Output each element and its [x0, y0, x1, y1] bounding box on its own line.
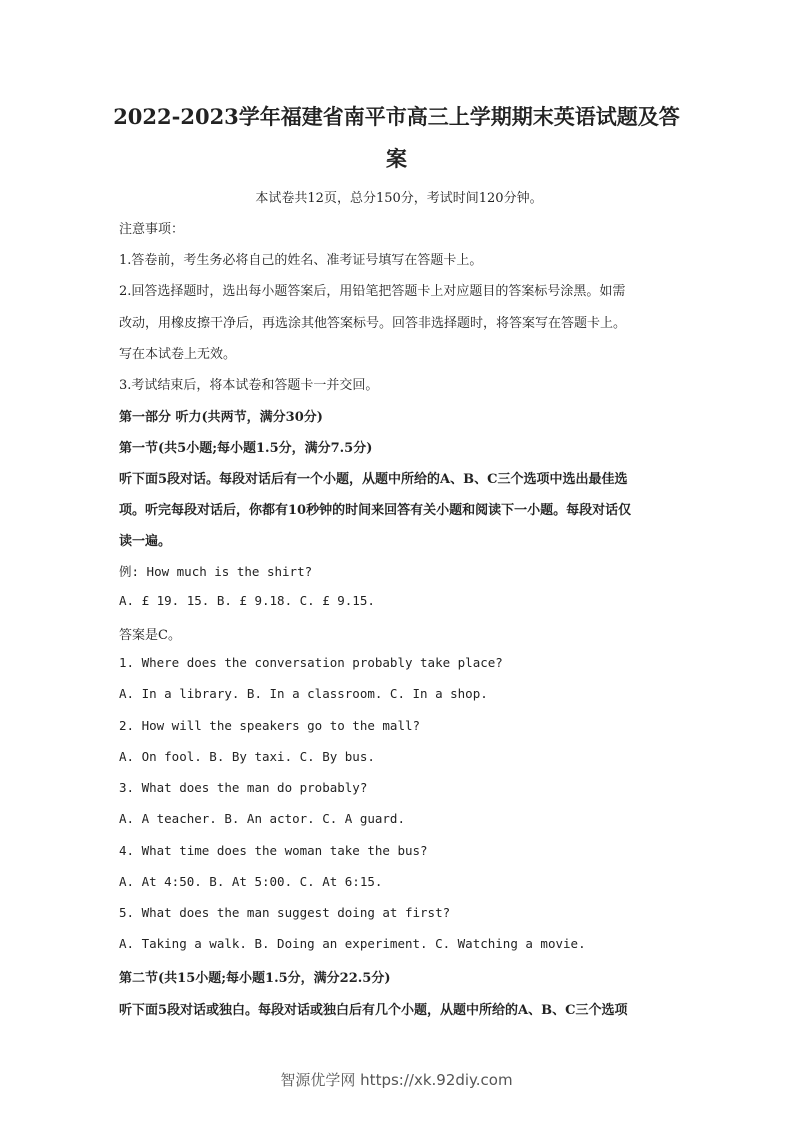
part1-heading: 第一部分 听力(共两节，满分30分)	[119, 410, 323, 425]
notice-item-2-line2: 改动，用橡皮擦干净后，再选涂其他答案标号。回答非选择题时，将答案写在答题卡上。	[119, 316, 627, 331]
notice-item-2-line1: 2.回答选择题时，选出每小题答案后，用铅笔把答题卡上对应题目的答案标号涂黑。如需	[119, 284, 626, 299]
question-4: 4. What time does the woman take the bus?	[119, 843, 428, 858]
section2-heading: 第二节(共15小题;每小题1.5分，满分22.5分)	[119, 971, 391, 986]
section2-instruction: 听下面5段对话或独白。每段对话或独白后有几个小题，从题中所给的A、B、C三个选项	[119, 1003, 628, 1018]
question-4-options: A. At 4:50. B. At 5:00. C. At 6:15.	[119, 874, 383, 889]
question-5-options: A. Taking a walk. B. Doing an experiment. C. Watching a movie.	[119, 936, 586, 951]
question-3: 3. What does the man do probably?	[119, 780, 368, 795]
example-answer: 答案是C。	[119, 628, 181, 643]
notice-item-3: 3.考试结束后，将本试卷和答题卡一并交回。	[119, 378, 379, 393]
question-2: 2. How will the speakers go to the mall?	[119, 718, 421, 733]
notice-item-2-line3: 写在本试卷上无效。	[119, 347, 237, 362]
notice-item-1: 1.答卷前，考生务必将自己的姓名、准考证号填写在答题卡上。	[119, 253, 483, 268]
section1-heading: 第一节(共5小题;每小题1.5分，满分7.5分)	[119, 441, 373, 456]
footer-watermark: 智源优学网 https://xk.92diy.com	[280, 1071, 513, 1089]
question-2-options: A. On fool. B. By taxi. C. By bus.	[119, 749, 375, 764]
document-title-line2: 案	[386, 146, 407, 171]
question-1-options: A. In a library. B. In a classroom. C. In a shop.	[119, 686, 488, 701]
question-1: 1. Where does the conversation probably take place?	[119, 655, 503, 670]
exam-intro: 本试卷共12页，总分150分，考试时间120分钟。	[255, 191, 543, 206]
document-title-line1: 2022-2023学年福建省南平市高三上学期期末英语试题及答	[113, 104, 680, 129]
section1-instruction-line1: 听下面5段对话。每段对话后有一个小题，从题中所给的A、B、C三个选项中选出最佳选	[119, 472, 628, 487]
question-3-options: A. A teacher. B. An actor. C. A guard.	[119, 811, 405, 826]
question-5: 5. What does the man suggest doing at first?	[119, 905, 451, 920]
example-question: 例: How much is the shirt?	[119, 564, 313, 579]
notice-heading: 注意事项：	[119, 222, 185, 237]
section1-instruction-line3: 读一遍。	[119, 534, 172, 549]
section1-instruction-line2: 项。听完每段对话后，你都有10秒钟的时间来回答有关小题和阅读下一小题。每段对话仅	[119, 503, 632, 518]
example-options: A. £ 19. 15. B. £ 9.18. C. £ 9.15.	[119, 593, 375, 608]
